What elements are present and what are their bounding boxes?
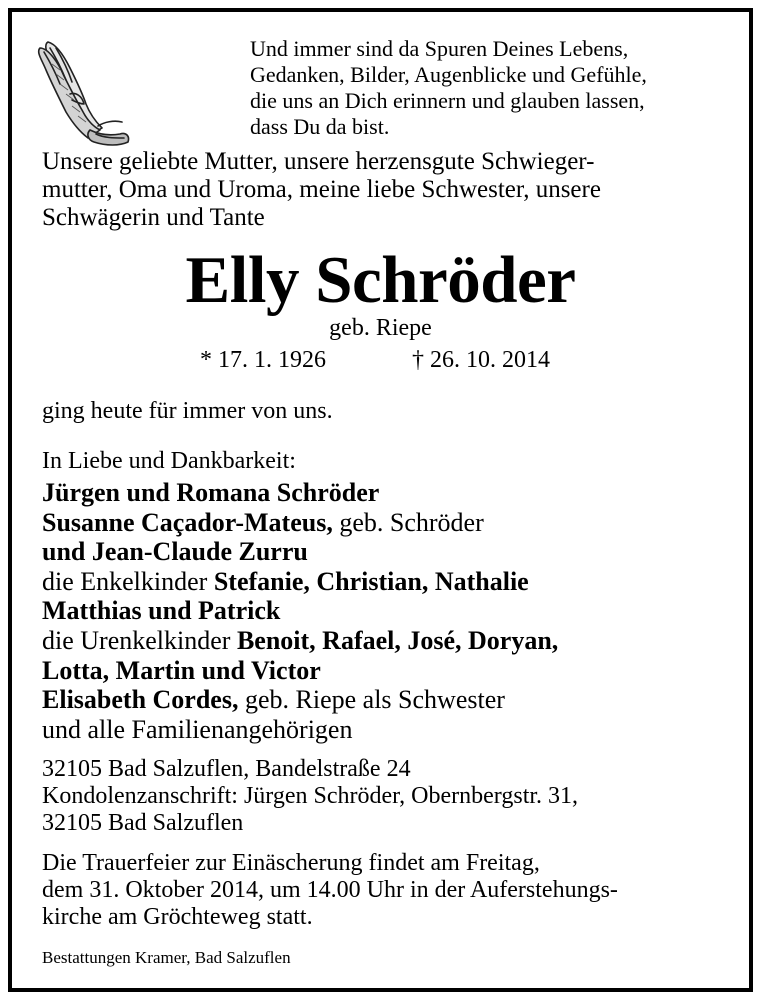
- thanks-text: In Liebe und Dankbarkeit:: [42, 448, 296, 474]
- undertaker: Bestattungen Kramer, Bad Salzuflen: [42, 948, 291, 967]
- address-line: 32105 Bad Salzuflen, Bandelstraße 24: [42, 756, 411, 782]
- deceased-name: Elly Schröder: [185, 243, 576, 317]
- ceremony-line: dem 31. Oktober 2014, um 14.00 Uhr in der Auferstehungs-: [42, 877, 618, 903]
- mourner-name: Elisabeth Cordes,: [42, 685, 239, 715]
- mourner-line: und alle Familienangehörigen: [42, 714, 353, 744]
- mourner-line: Lotta, Martin und Victor: [42, 655, 321, 685]
- birth-date: * 17. 1. 1926: [200, 347, 326, 373]
- verse-line: dass Du da bist.: [250, 114, 390, 139]
- address-line: Kondolenzanschrift: Jürgen Schröder, Obernbergstr. 31,: [42, 783, 579, 809]
- mourners-list: [42, 478, 742, 744]
- birth-name: geb. Riepe: [329, 315, 432, 341]
- intro-text: [42, 148, 732, 232]
- mourner-line: Jürgen und Romana Schröder: [42, 478, 380, 507]
- mourner-line: [42, 567, 742, 597]
- intro-line: mutter, Oma und Uroma, meine liebe Schwester, unsere: [42, 176, 601, 203]
- address-line: 32105 Bad Salzuflen: [42, 810, 244, 836]
- mourner-line: [42, 508, 742, 538]
- mourner-line: [42, 685, 742, 715]
- intro-line: Schwägerin und Tante: [42, 204, 265, 231]
- passed-text: ging heute für immer von uns.: [42, 398, 333, 424]
- mourner-line: Matthias und Patrick: [42, 596, 281, 626]
- mourner-name: Susanne Caçador-Mateus,: [42, 507, 333, 537]
- mourner-name: Stefanie, Christian, Nathalie: [213, 566, 529, 596]
- address-block: [42, 756, 742, 837]
- verse-line: die uns an Dich erinnern und glauben lassen,: [250, 88, 645, 113]
- mourner-prefix: die Enkelkinder: [42, 566, 214, 596]
- praying-hands-icon: [30, 34, 134, 150]
- ceremony-line: kirche am Gröchteweg statt.: [42, 904, 313, 930]
- verse-line: Und immer sind da Spuren Deines Lebens,: [250, 36, 629, 61]
- verse: [250, 36, 730, 140]
- mourner-note: geb. Schröder: [332, 507, 484, 537]
- mourner-prefix: die Urenkelkinder: [42, 625, 237, 655]
- mourner-line: und Jean-Claude Zurru: [42, 537, 308, 567]
- intro-line: Unsere geliebte Mutter, unsere herzensgute Schwieger-: [42, 148, 595, 175]
- mourner-note: geb. Riepe als Schwester: [238, 685, 505, 715]
- death-date: † 26. 10. 2014: [412, 347, 550, 373]
- ceremony-line: Die Trauerfeier zur Einäscherung findet am Freitag,: [42, 850, 540, 876]
- mourner-line: [42, 626, 742, 656]
- ceremony-block: [42, 850, 742, 931]
- mourner-name: Benoit, Rafael, José, Doryan,: [236, 625, 559, 655]
- verse-line: Gedanken, Bilder, Augenblicke und Gefühle,: [250, 62, 647, 87]
